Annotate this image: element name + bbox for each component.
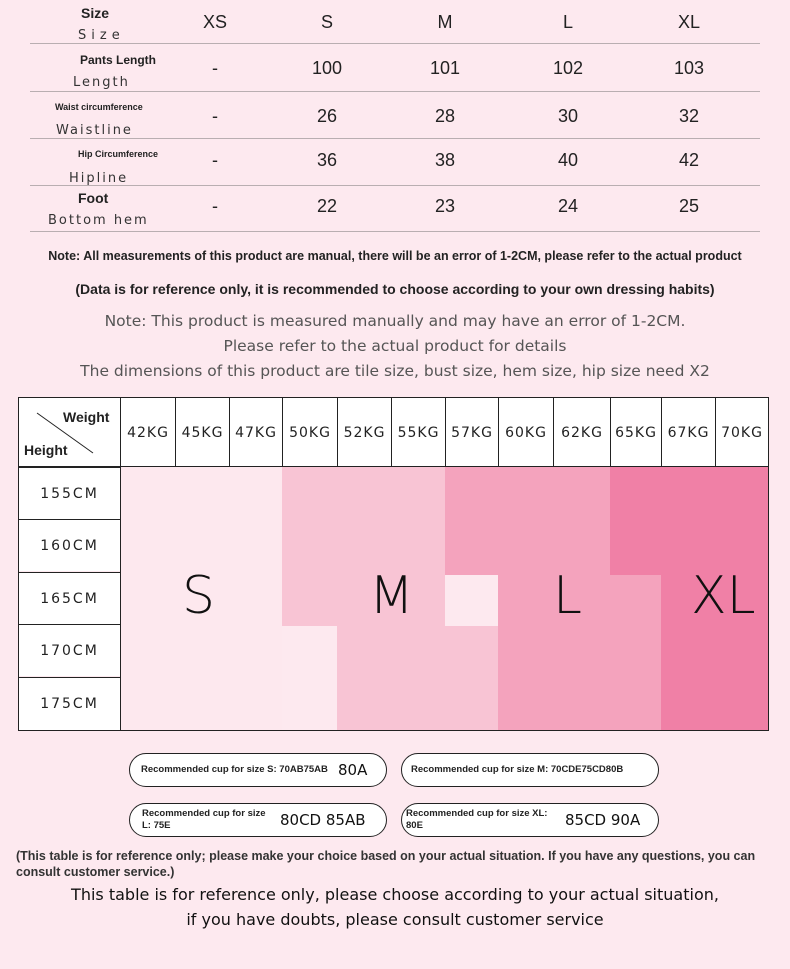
row-label-foot: Foot <box>78 190 109 206</box>
column-header-xs: XS <box>202 12 227 32</box>
size-header-label: Size <box>81 5 110 21</box>
weight-52: 52KG <box>337 398 391 467</box>
weight-62: 62KG <box>553 398 610 467</box>
cup-label-xl: Recommended cup for size XL: 80E <box>406 808 548 831</box>
cup-size-m <box>401 753 659 787</box>
cell-hem-xl: 25 <box>678 196 700 216</box>
corner-height-label: Height <box>24 442 68 458</box>
cell-waist-xl: 32 <box>678 106 700 126</box>
footer-disclaimer: (This table is for reference only; please make your choice based on your actual situation. If you have any questions, you can consult customer service.) <box>16 849 756 879</box>
height-175: 175CM <box>19 677 120 730</box>
cell-hip-l: 40 <box>557 150 579 170</box>
weight-50: 50KG <box>282 398 337 467</box>
cell-waist-s: 26 <box>316 106 338 126</box>
header-divider <box>19 466 768 467</box>
zone-label-l: L <box>553 566 582 626</box>
weight-60: 60KG <box>498 398 553 467</box>
cup-label-m: Recommended cup for size M: 70CDE75CD80B <box>411 764 624 775</box>
cup-size-l <box>129 803 387 837</box>
note-measurements: Note: All measurements of this product are manual, there will be an error of 1-2CM, please refer to the actual product <box>48 249 742 263</box>
weight-70: 70KG <box>715 398 768 467</box>
cell-length-xs: - <box>212 58 218 78</box>
zone-label-xl: XL <box>691 566 756 626</box>
note-actual: Please refer to the actual product for details <box>223 337 567 355</box>
note-dimensions: The dimensions of this product are tile size, bust size, hem size, hip size need X2 <box>80 362 710 380</box>
cup-value-l: 80CD 85AB <box>280 811 366 829</box>
cell-hem-xs: - <box>212 196 218 216</box>
footer-line-2: if you have doubts, please consult customer service <box>186 910 604 929</box>
cell-hem-m: 23 <box>434 196 456 216</box>
cell-waist-m: 28 <box>434 106 456 126</box>
row-divider <box>30 231 760 232</box>
weight-65: 65KG <box>610 398 661 467</box>
height-165: 165CM <box>19 572 120 624</box>
column-header-xl: XL <box>677 12 701 32</box>
cell-hip-xl: 42 <box>678 150 700 170</box>
cell-length-l: 102 <box>552 58 584 78</box>
cell-hip-m: 38 <box>434 150 456 170</box>
zone-m-upper <box>282 467 445 626</box>
size-table <box>30 0 760 232</box>
height-155: 155CM <box>19 467 120 519</box>
row-divider <box>30 43 760 44</box>
corner-weight-label: Weight <box>63 409 110 425</box>
row-label-hipline: Hipline <box>69 171 129 186</box>
cell-length-s: 100 <box>311 58 343 78</box>
footer-line-1: This table is for reference only, please choose according to your actual situation, <box>71 885 719 904</box>
zone-xl-upper <box>610 467 768 575</box>
weight-67: 67KG <box>661 398 715 467</box>
weight-45: 45KG <box>175 398 229 467</box>
cup-value-xl: 85CD 90A <box>565 811 641 829</box>
cup-size-s <box>129 753 387 787</box>
zone-l-upper <box>445 467 610 575</box>
cell-waist-l: 30 <box>557 106 579 126</box>
row-label-waistline: Waistline <box>56 123 133 138</box>
height-160: 160CM <box>19 519 120 571</box>
weight-42: 42KG <box>120 398 175 467</box>
zone-label-m: M <box>369 566 414 626</box>
note-manual: Note: This product is measured manually and may have an error of 1-2CM. <box>104 312 686 330</box>
cell-hem-l: 24 <box>557 196 579 216</box>
cell-length-xl: 103 <box>673 58 705 78</box>
column-header-l: L <box>562 12 573 32</box>
cell-hip-s: 36 <box>316 150 338 170</box>
row-divider <box>30 138 760 139</box>
row-label-length: Length <box>73 75 130 90</box>
row-label-bottom-hem: Bottom hem <box>48 213 149 228</box>
cup-value-s: 80A <box>338 761 368 779</box>
cell-hip-xs: - <box>212 150 218 170</box>
column-header-m: M <box>437 12 453 32</box>
cell-length-m: 101 <box>429 58 461 78</box>
zone-m-lower <box>337 626 498 730</box>
weight-57: 57KG <box>445 398 498 467</box>
cup-label-l: Recommended cup for size L: 75E <box>142 808 266 831</box>
zone-label-s: S <box>182 566 216 626</box>
cup-size-xl <box>401 803 659 837</box>
height-170: 170CM <box>19 624 120 676</box>
row-label-hip-circumference: Hip Circumference <box>78 149 159 159</box>
corner-cell <box>19 398 120 467</box>
label-column-divider <box>120 467 121 730</box>
size-header-spaced: Size <box>78 28 125 43</box>
cell-waist-xs: - <box>212 106 218 126</box>
height-weight-chart <box>18 397 769 731</box>
cell-hem-s: 22 <box>316 196 338 216</box>
row-label-pants-length: Pants Length <box>80 53 157 67</box>
row-divider <box>30 185 760 186</box>
row-label-waist-circumference: Waist circumference <box>55 102 143 112</box>
weight-55: 55KG <box>391 398 445 467</box>
row-divider <box>30 91 760 92</box>
cup-label-s: Recommended cup for size S: 70AB75AB <box>141 764 328 775</box>
weight-47: 47KG <box>229 398 282 467</box>
note-reference: (Data is for reference only, it is recommended to choose according to your own dressing habits) <box>75 281 715 297</box>
column-header-s: S <box>320 12 333 32</box>
